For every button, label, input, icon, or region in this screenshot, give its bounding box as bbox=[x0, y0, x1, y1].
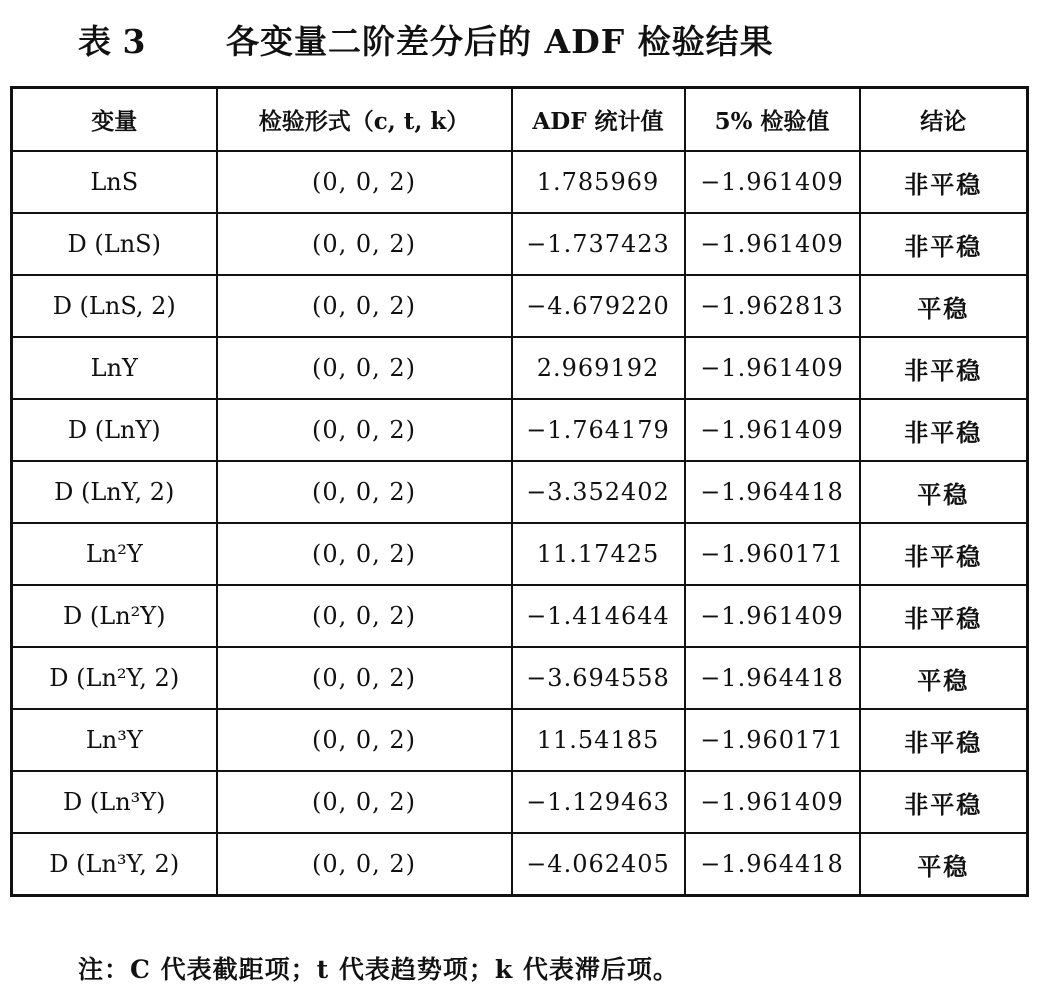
critical-value-cell: −1.961409 bbox=[685, 151, 860, 213]
adf-statistic-cell: −4.062405 bbox=[512, 833, 685, 896]
adf-statistic-cell: −1.129463 bbox=[512, 771, 685, 833]
variable-cell: LnY bbox=[12, 337, 217, 399]
test-form-cell: (0, 0, 2) bbox=[217, 213, 512, 275]
table-row bbox=[12, 275, 1028, 337]
test-form-cell: (0, 0, 2) bbox=[217, 585, 512, 647]
critical-value-cell: −1.964418 bbox=[685, 647, 860, 709]
header-test-form: 检验形式（c, t, k） bbox=[217, 88, 512, 152]
critical-value-cell: −1.960171 bbox=[685, 709, 860, 771]
conclusion-cell: 非平稳 bbox=[860, 151, 1028, 213]
table-title: 各变量二阶差分后的 ADF 检验结果 bbox=[226, 22, 774, 61]
header-row bbox=[12, 88, 1028, 152]
variable-cell: D (Ln²Y) bbox=[12, 585, 217, 647]
table-row bbox=[12, 647, 1028, 709]
adf-statistic-cell: 2.969192 bbox=[512, 337, 685, 399]
adf-statistic-cell: 11.54185 bbox=[512, 709, 685, 771]
variable-cell: D (Ln³Y) bbox=[12, 771, 217, 833]
critical-value-cell: −1.961409 bbox=[685, 771, 860, 833]
table-row bbox=[12, 461, 1028, 523]
table-row bbox=[12, 585, 1028, 647]
test-form-cell: (0, 0, 2) bbox=[217, 275, 512, 337]
conclusion-cell: 非平稳 bbox=[860, 709, 1028, 771]
conclusion-cell: 非平稳 bbox=[860, 771, 1028, 833]
table-row bbox=[12, 337, 1028, 399]
variable-cell: D (LnS, 2) bbox=[12, 275, 217, 337]
adf-statistic-cell: −3.352402 bbox=[512, 461, 685, 523]
adf-statistic-cell: −4.679220 bbox=[512, 275, 685, 337]
adf-statistic-cell: −3.694558 bbox=[512, 647, 685, 709]
variable-cell: D (Ln²Y, 2) bbox=[12, 647, 217, 709]
critical-value-cell: −1.964418 bbox=[685, 833, 860, 896]
table-note: 注：C 代表截距项；t 代表趋势项；k 代表滞后项。 bbox=[78, 955, 679, 984]
table-row bbox=[12, 771, 1028, 833]
header-variable: 变量 bbox=[12, 88, 217, 152]
critical-value-cell: −1.962813 bbox=[685, 275, 860, 337]
variable-cell: D (LnY, 2) bbox=[12, 461, 217, 523]
conclusion-cell: 非平稳 bbox=[860, 337, 1028, 399]
test-form-cell: (0, 0, 2) bbox=[217, 337, 512, 399]
critical-value-cell: −1.961409 bbox=[685, 213, 860, 275]
test-form-cell: (0, 0, 2) bbox=[217, 771, 512, 833]
variable-cell: LnS bbox=[12, 151, 217, 213]
table-caption bbox=[0, 14, 1055, 70]
table-row bbox=[12, 523, 1028, 585]
conclusion-cell: 非平稳 bbox=[860, 399, 1028, 461]
table-row bbox=[12, 399, 1028, 461]
table-number: 表 3 bbox=[78, 22, 146, 61]
test-form-cell: (0, 0, 2) bbox=[217, 647, 512, 709]
critical-value-cell: −1.961409 bbox=[685, 337, 860, 399]
variable-cell: Ln³Y bbox=[12, 709, 217, 771]
variable-cell: D (LnS) bbox=[12, 213, 217, 275]
critical-value-cell: −1.964418 bbox=[685, 461, 860, 523]
header-conclusion: 结论 bbox=[860, 88, 1028, 152]
conclusion-cell: 非平稳 bbox=[860, 585, 1028, 647]
critical-value-cell: −1.961409 bbox=[685, 585, 860, 647]
test-form-cell: (0, 0, 2) bbox=[217, 523, 512, 585]
test-form-cell: (0, 0, 2) bbox=[217, 151, 512, 213]
table-row bbox=[12, 833, 1028, 896]
variable-cell: D (LnY) bbox=[12, 399, 217, 461]
adf-statistic-cell: 1.785969 bbox=[512, 151, 685, 213]
test-form-cell: (0, 0, 2) bbox=[217, 709, 512, 771]
conclusion-cell: 平稳 bbox=[860, 461, 1028, 523]
conclusion-cell: 平稳 bbox=[860, 647, 1028, 709]
conclusion-cell: 非平稳 bbox=[860, 213, 1028, 275]
test-form-cell: (0, 0, 2) bbox=[217, 399, 512, 461]
conclusion-cell: 平稳 bbox=[860, 833, 1028, 896]
conclusion-cell: 平稳 bbox=[860, 275, 1028, 337]
table-row bbox=[12, 213, 1028, 275]
variable-cell: Ln²Y bbox=[12, 523, 217, 585]
critical-value-cell: −1.961409 bbox=[685, 399, 860, 461]
adf-statistic-cell: −1.764179 bbox=[512, 399, 685, 461]
table-row bbox=[12, 151, 1028, 213]
variable-cell: D (Ln³Y, 2) bbox=[12, 833, 217, 896]
critical-value-cell: −1.960171 bbox=[685, 523, 860, 585]
adf-statistic-cell: −1.737423 bbox=[512, 213, 685, 275]
header-adf-statistic: ADF 统计值 bbox=[512, 88, 685, 152]
test-form-cell: (0, 0, 2) bbox=[217, 833, 512, 896]
test-form-cell: (0, 0, 2) bbox=[217, 461, 512, 523]
adf-statistic-cell: 11.17425 bbox=[512, 523, 685, 585]
header-critical-value: 5% 检验值 bbox=[685, 88, 860, 152]
adf-results-table bbox=[10, 86, 1029, 897]
adf-statistic-cell: −1.414644 bbox=[512, 585, 685, 647]
conclusion-cell: 非平稳 bbox=[860, 523, 1028, 585]
table-row bbox=[12, 709, 1028, 771]
